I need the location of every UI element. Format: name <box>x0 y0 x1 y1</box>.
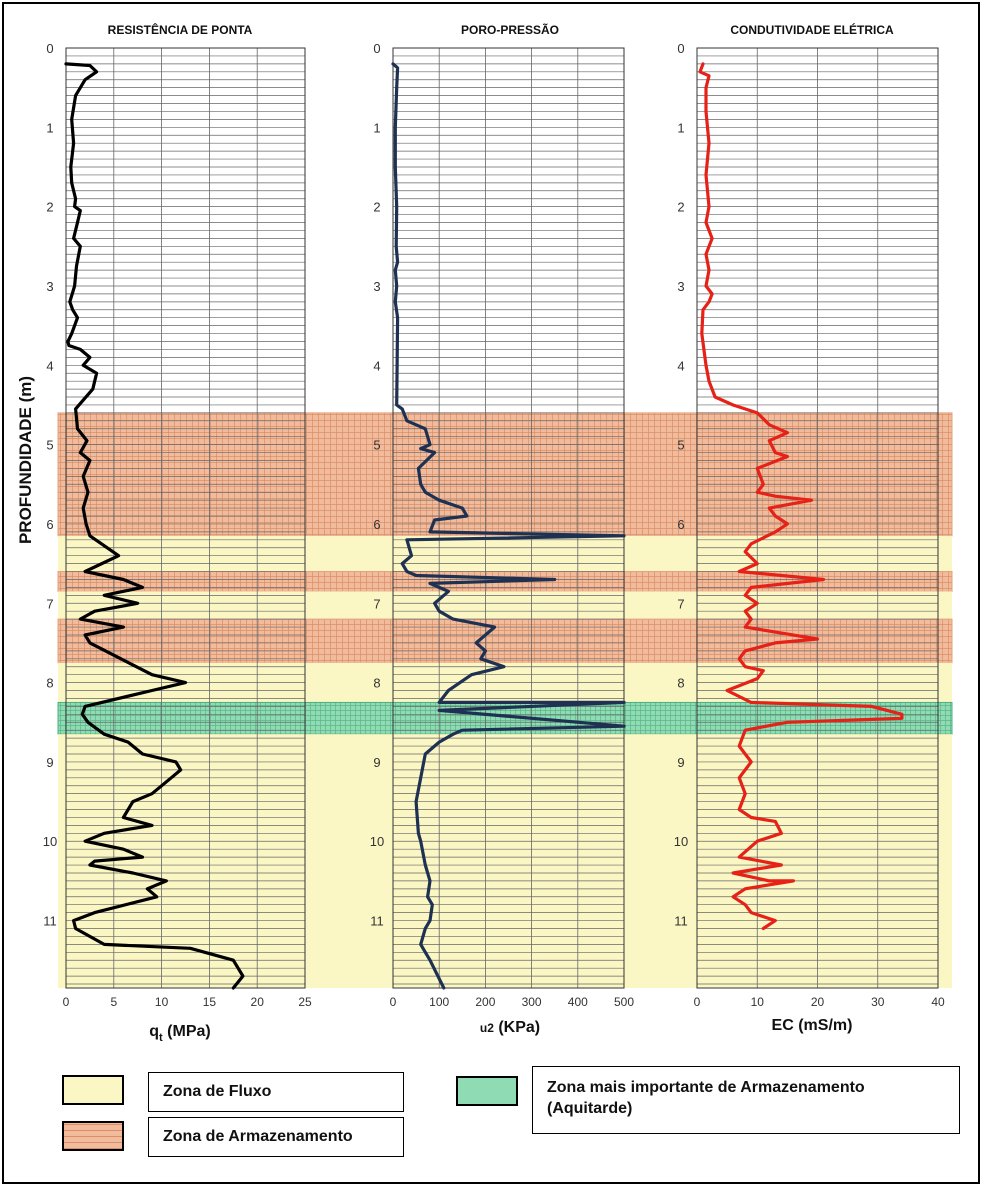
y-tick-label: 4 <box>46 358 54 374</box>
y-tick-label: 8 <box>46 675 54 691</box>
x-tick-label: 5 <box>110 995 118 1009</box>
x-axis-label-main: EC <box>771 1017 794 1034</box>
x-tick-label: 500 <box>613 995 635 1009</box>
x-tick-label: 40 <box>931 995 945 1009</box>
y-tick-label: 5 <box>373 437 381 453</box>
zone-band-armazenamento-0-0 <box>58 413 305 536</box>
x-tick-label: 300 <box>521 995 542 1009</box>
x-axis-label-unit: (MPa) <box>162 1023 211 1040</box>
x-tick-label: 100 <box>429 995 450 1009</box>
y-tick-label: 3 <box>677 278 685 294</box>
legend-label-fluxo <box>148 1072 404 1112</box>
x-axis-label-main: u2 <box>479 1021 494 1035</box>
legend-swatch-aquitarde <box>456 1076 518 1106</box>
x-tick-label: 0 <box>62 995 70 1009</box>
panel-title-1: PORO-PRESSÃO <box>460 23 560 37</box>
zones-layer <box>58 413 952 988</box>
y-tick-label: 11 <box>43 913 57 929</box>
y-axis-label: PROFUNDIDADE (m) <box>16 375 35 545</box>
y-tick-label: 4 <box>373 358 381 374</box>
zone-band-fluxo-1-7 <box>305 734 624 988</box>
legend-text-aquitarde-2: (Aquitarde) <box>547 1100 633 1117</box>
y-tick-label: 3 <box>46 278 54 294</box>
y-tick-label: 9 <box>46 754 54 770</box>
y-tick-label: 0 <box>373 41 381 56</box>
y-tick-label: 7 <box>46 596 54 612</box>
legend-swatch-fluxo <box>62 1075 124 1105</box>
y-tick-label: 9 <box>373 754 381 770</box>
y-tick-label: 11 <box>674 913 688 929</box>
x-tick-label: 200 <box>475 995 496 1009</box>
y-tick-label: 1 <box>46 120 54 136</box>
x-axis-label-unit: (mS/m) <box>793 1017 853 1034</box>
y-tick-label: 4 <box>677 358 685 374</box>
y-tick-label: 8 <box>373 675 381 691</box>
y-tick-label: 2 <box>46 199 54 215</box>
zone-band-armazenamento-0-4 <box>58 619 305 663</box>
y-tick-label: 10 <box>673 834 689 850</box>
y-tick-label: 6 <box>46 516 54 532</box>
panel-title-0: RESISTÊNCIA DE PONTA <box>107 23 253 37</box>
x-axis-label-sub: t <box>159 1032 163 1044</box>
y-tick-label: 9 <box>677 754 685 770</box>
y-tick-label: 2 <box>373 199 381 215</box>
zone-band-fluxo-2-1 <box>624 536 952 572</box>
legend-label-aquitarde <box>532 1066 960 1134</box>
x-tick-label: 15 <box>202 995 217 1009</box>
y-tick-label: 5 <box>677 437 685 453</box>
legend-text-aquitarde-1: Zona mais importante de Armazenamento <box>547 1079 865 1096</box>
y-tick-label: 10 <box>369 834 385 850</box>
zone-band-fluxo-1-1 <box>305 536 624 572</box>
x-tick-label: 400 <box>567 995 588 1009</box>
zone-band-armazenamento-1-4 <box>305 619 624 663</box>
zone-band-armazenamento-2-2 <box>624 572 952 592</box>
x-tick-label: 10 <box>750 995 764 1009</box>
x-tick-label: 25 <box>298 995 312 1009</box>
y-tick-label: 1 <box>677 120 685 136</box>
x-tick-label: 20 <box>250 995 264 1009</box>
legend-swatch-armazenamento <box>62 1121 124 1151</box>
x-tick-label: 0 <box>389 995 397 1009</box>
y-tick-label: 2 <box>677 199 685 215</box>
y-tick-label: 3 <box>373 278 381 294</box>
y-tick-label: 5 <box>46 437 54 453</box>
x-axis-label-unit: (KPa) <box>493 1019 541 1036</box>
x-axis-label-0 <box>149 1023 210 1044</box>
y-tick-label: 10 <box>42 834 58 850</box>
y-tick-label: 7 <box>677 596 685 612</box>
x-tick-label: 0 <box>693 995 701 1009</box>
y-tick-label: 0 <box>677 41 685 56</box>
x-tick-label: 30 <box>871 995 885 1009</box>
y-tick-label: 8 <box>677 675 685 691</box>
y-tick-label: 11 <box>370 913 384 929</box>
y-tick-label: 0 <box>46 41 54 56</box>
x-tick-label: 20 <box>810 995 825 1009</box>
x-axis-label-main: q <box>149 1023 160 1040</box>
legend-text-fluxo: Zona de Fluxo <box>163 1083 272 1100</box>
y-tick-label: 1 <box>373 120 381 136</box>
legend-label-armazenamento <box>148 1117 404 1157</box>
panel-title-2: CONDUTIVIDADE ELÉTRICA <box>730 23 894 37</box>
y-tick-label: 6 <box>677 516 685 532</box>
y-tick-label: 7 <box>373 596 381 612</box>
y-tick-label: 6 <box>373 516 381 532</box>
x-tick-label: 10 <box>154 995 169 1009</box>
x-axis-label-1 <box>480 1019 540 1036</box>
legend-text-armazenamento: Zona de Armazenamento <box>163 1128 353 1145</box>
zone-band-fluxo-2-7 <box>624 734 952 988</box>
x-axis-label-2 <box>772 1017 853 1034</box>
